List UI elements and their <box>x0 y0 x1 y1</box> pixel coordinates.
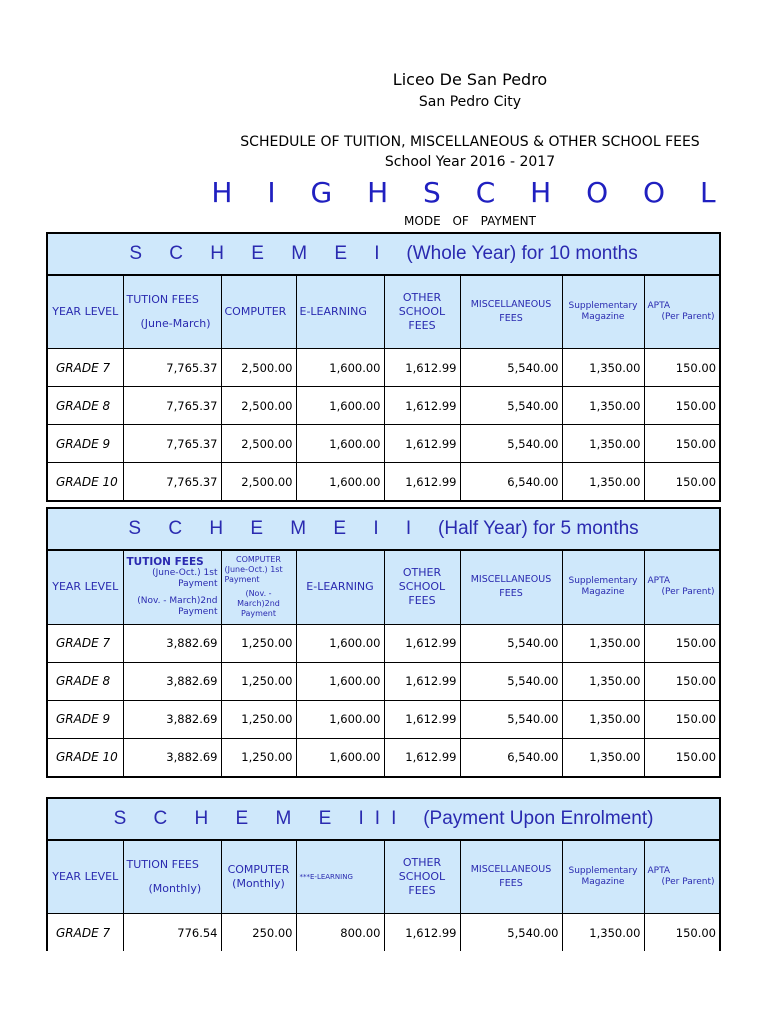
school-name: Liceo De San Pedro <box>392 70 548 89</box>
school-year: School Year 2016 - 2017 <box>384 154 556 170</box>
col-computer: COMPUTER <box>221 275 296 349</box>
table-row: GRADE 7 776.54 250.00 800.00 1,612.99 5,540.00 1,350.00 150.00 <box>47 914 720 952</box>
col-supplementary: Supplementary Magazine <box>562 550 644 624</box>
schedule-title: SCHEDULE OF TUITION, MISCELLANEOUS & OTHER SCHOOL FEES <box>240 134 700 150</box>
scheme-3-name: S C H E M E III <box>113 808 408 829</box>
col-elearning: E-LEARNING <box>296 275 384 349</box>
city: San Pedro City <box>418 94 522 110</box>
col-computer: COMPUTER (June-Oct.) 1st Payment (Nov. - March)2nd Payment <box>221 550 296 624</box>
col-apta: APTA (Per Parent) <box>644 550 720 624</box>
col-computer: COMPUTER (Monthly) <box>221 840 296 914</box>
table-row: GRADE 10 7,765.37 2,500.00 1,600.00 1,612.99 6,540.00 1,350.00 150.00 <box>47 463 720 502</box>
col-elearning: E-LEARNING <box>296 550 384 624</box>
scheme-2-desc: (Half Year) for 5 months <box>438 518 639 539</box>
table-row: GRADE 9 3,882.69 1,250.00 1,600.00 1,612.99 5,540.00 1,350.00 150.00 <box>47 700 720 738</box>
col-misc: MISCELLANEOUS FEES <box>460 275 562 349</box>
col-year-level: YEAR LEVEL <box>47 275 123 349</box>
table-row: GRADE 7 3,882.69 1,250.00 1,600.00 1,612.99 5,540.00 1,350.00 150.00 <box>47 624 720 662</box>
scheme-3-table <box>46 797 721 951</box>
col-other-fees: OTHER SCHOOL FEES <box>384 275 460 349</box>
table-row: GRADE 8 7,765.37 2,500.00 1,600.00 1,612.99 5,540.00 1,350.00 150.00 <box>47 387 720 425</box>
scheme-1-table <box>46 232 721 502</box>
scheme-1-name: S C H E M E I <box>129 243 391 264</box>
col-misc: MISCELLANEOUS FEES <box>460 550 562 624</box>
col-year-level: YEAR LEVEL <box>47 840 123 914</box>
scheme-3-desc: (Payment Upon Enrolment) <box>423 808 654 829</box>
col-tuition: TUTION FEES (Monthly) <box>123 840 221 914</box>
scheme-2-table <box>46 507 721 778</box>
mode-of-payment: MODE OF PAYMENT <box>404 214 536 228</box>
scheme-2-title <box>47 508 720 550</box>
col-tuition: TUTION FEES (June-Oct.) 1st Payment (Nov. - March)2nd Payment <box>123 550 221 624</box>
table-row: GRADE 8 3,882.69 1,250.00 1,600.00 1,612.99 5,540.00 1,350.00 150.00 <box>47 662 720 700</box>
scheme-1-title <box>47 233 720 275</box>
division-title: H I G H S C H O O L <box>211 176 729 209</box>
col-tuition: TUTION FEES (June-March) <box>123 275 221 349</box>
scheme-3-title <box>47 798 720 840</box>
col-other-fees: OTHER SCHOOL FEES <box>384 840 460 914</box>
table-row: GRADE 10 3,882.69 1,250.00 1,600.00 1,612.99 6,540.00 1,350.00 150.00 <box>47 738 720 777</box>
col-supplementary: Supplementary Magazine <box>562 840 644 914</box>
col-misc: MISCELLANEOUS FEES <box>460 840 562 914</box>
col-apta: APTA (Per Parent) <box>644 275 720 349</box>
col-apta: APTA (Per Parent) <box>644 840 720 914</box>
col-other-fees: OTHER SCHOOL FEES <box>384 550 460 624</box>
col-elearning: ***E-LEARNING <box>296 840 384 914</box>
table-row: GRADE 7 7,765.37 2,500.00 1,600.00 1,612.99 5,540.00 1,350.00 150.00 <box>47 349 720 387</box>
col-year-level: YEAR LEVEL <box>47 550 123 624</box>
scheme-1-desc: (Whole Year) for 10 months <box>406 243 638 264</box>
table-row: GRADE 9 7,765.37 2,500.00 1,600.00 1,612.99 5,540.00 1,350.00 150.00 <box>47 425 720 463</box>
col-supplementary: Supplementary Magazine <box>562 275 644 349</box>
scheme-2-name: S C H E M E I I <box>128 518 423 539</box>
